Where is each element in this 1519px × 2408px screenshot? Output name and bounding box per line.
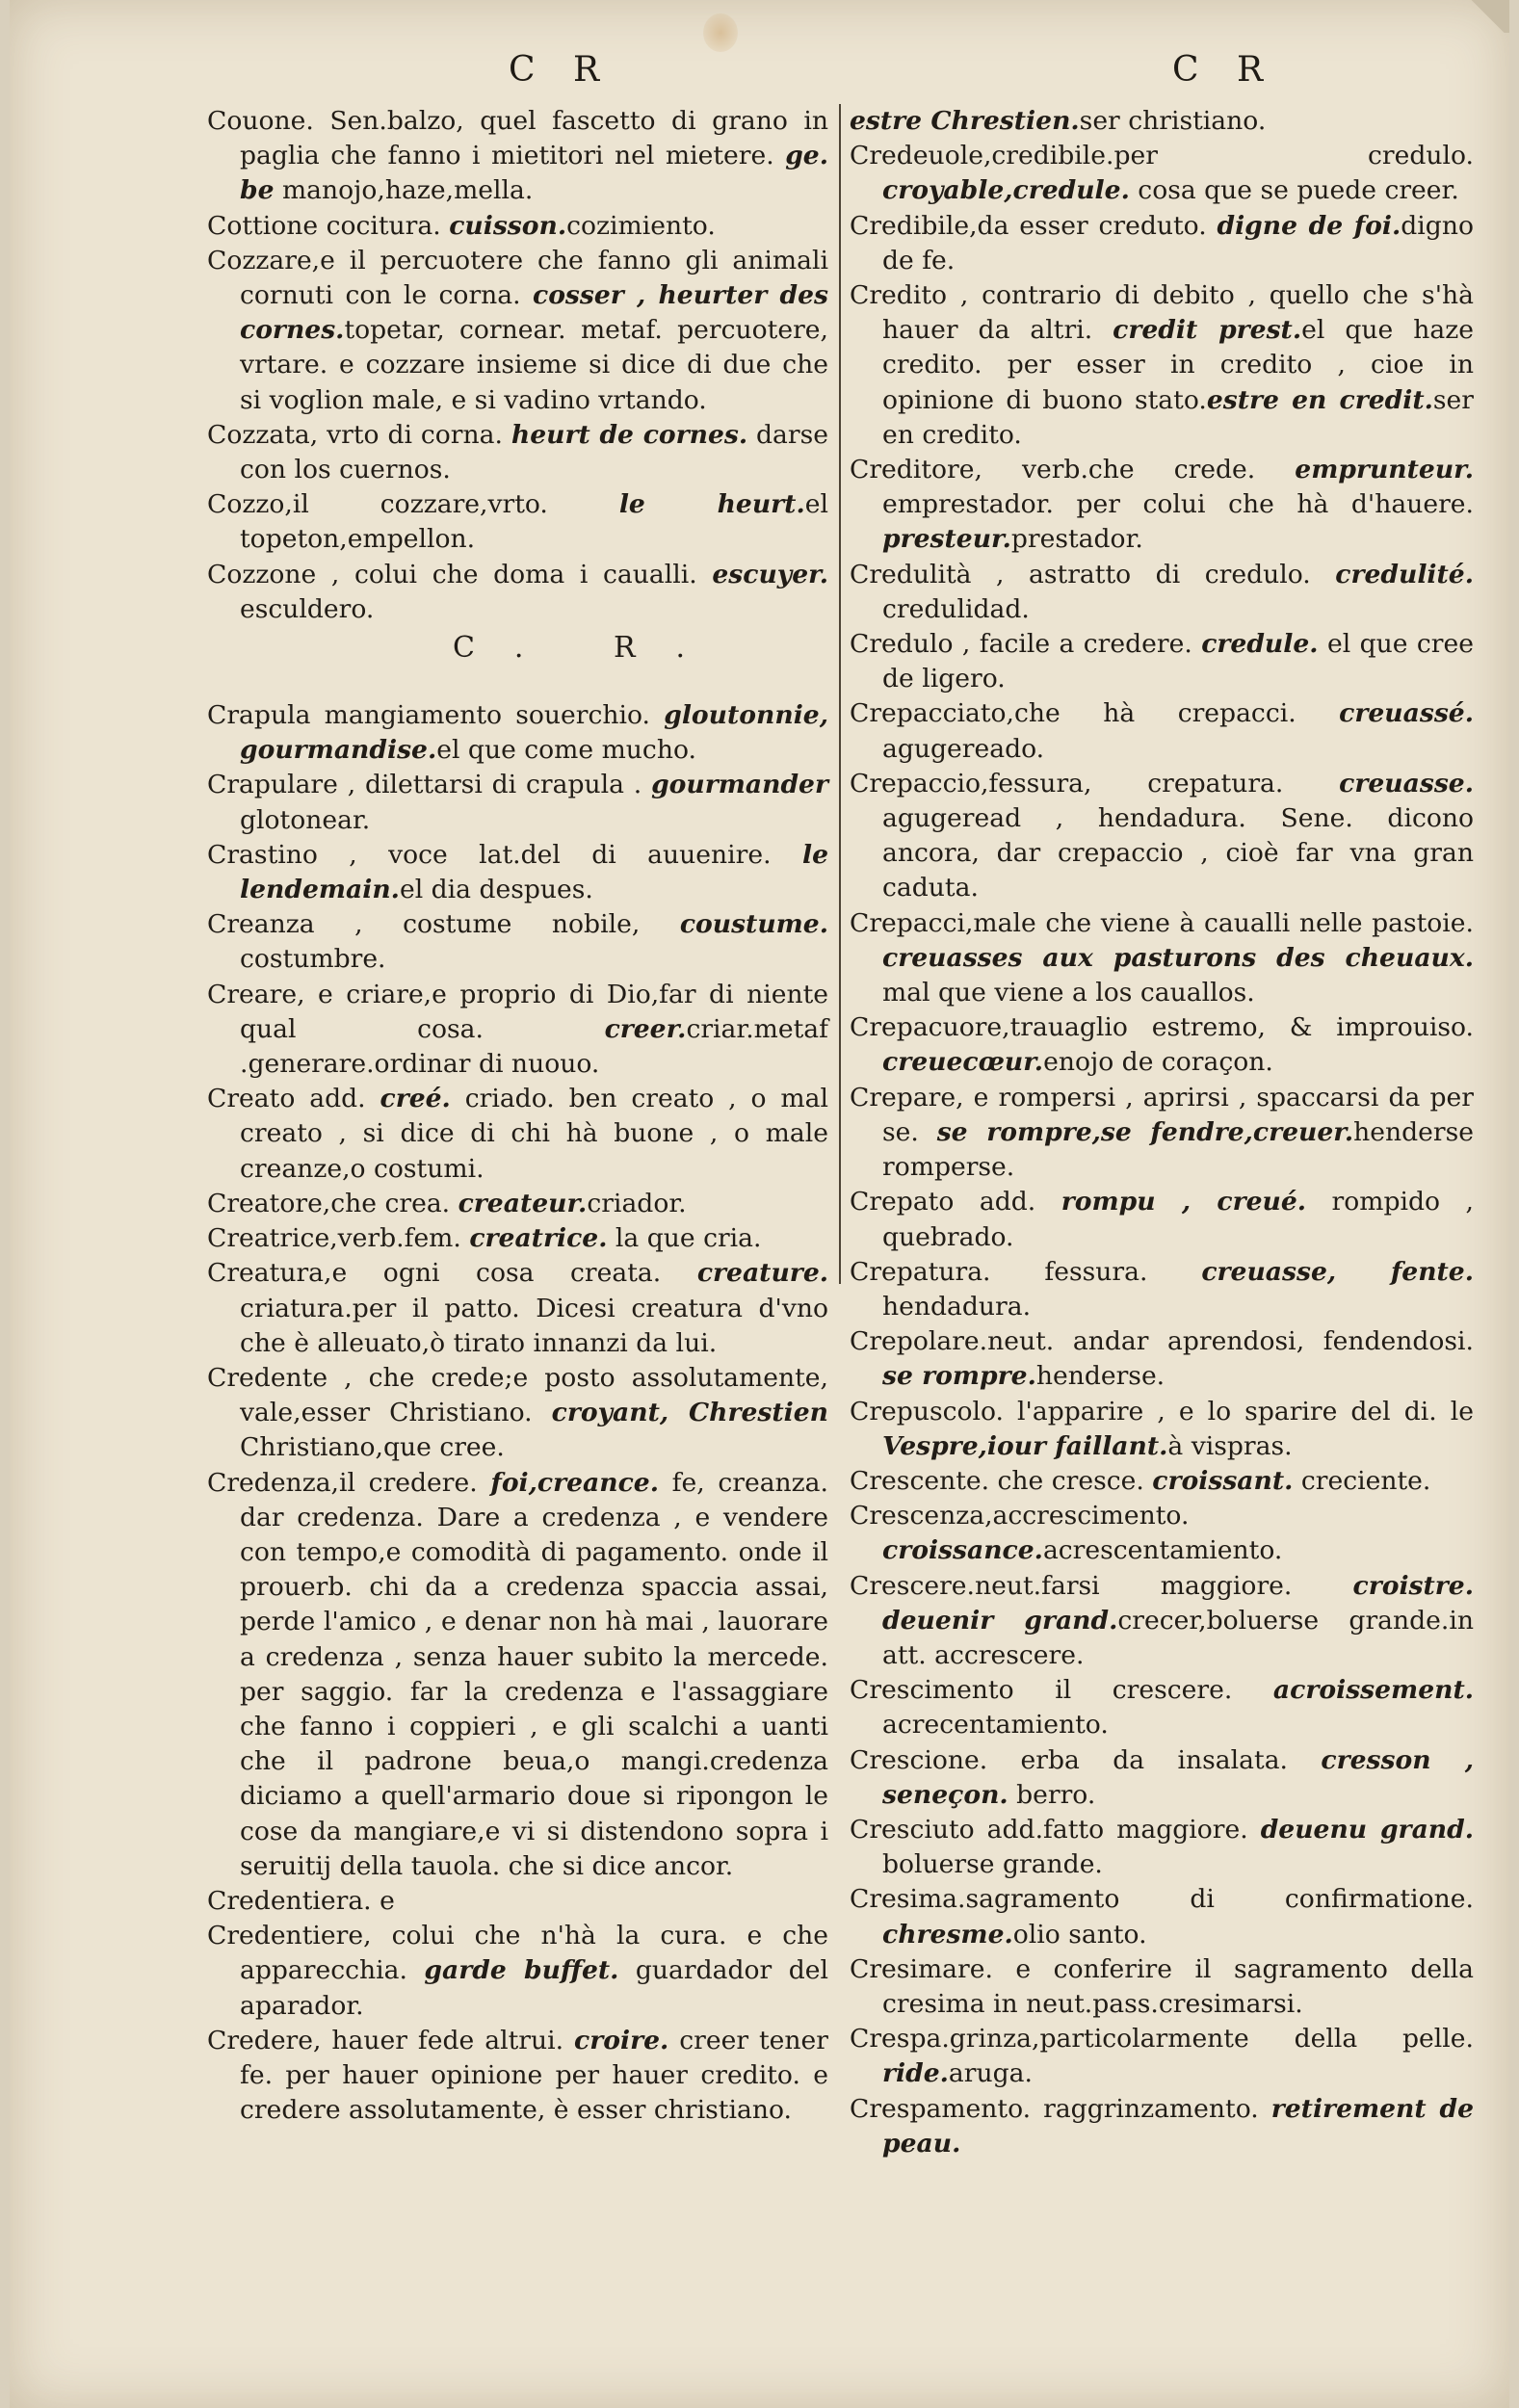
section-subheading: C. R. (453, 631, 726, 666)
dict-entry: Credente , che crede;e posto assolutamente, vale,esser Christiano. croyant, Chrestien Christiano,que cree. (207, 1362, 828, 1463)
dict-entry: Cozzare,e il percuotere che fanno gli animali cornuti con le corna. cosser , heurter des cornes.topetar, cornear. metaf. percuotere, vrtare. e cozzare insieme si dice di due che si voglion male, e si vadino vrtando. (207, 245, 828, 415)
dict-entry: Crepacuore,trauaglio estremo, & improuiso. creuecœur.enojo de coraçon. (850, 1012, 1474, 1078)
running-head-left: C R (509, 50, 614, 90)
dict-entry: Creare, e criare,e proprio di Dio,far di niente qual cosa. creer.criar.metaf .generare.ordinar di nuouo. (207, 979, 828, 1080)
dict-entry: Crespa.grinza,particolarmente della pelle. ride.aruga. (850, 2024, 1474, 2089)
dictionary-page (10, 0, 1509, 2408)
dict-entry: Cresimare. e conferire il sagramento della cresima in neut.pass.cresimarsi. (850, 1953, 1474, 2019)
dict-entry: Cresima.sagramento di confirmatione. chresme.olio santo. (850, 1884, 1474, 1950)
column-rule (839, 104, 841, 1284)
dict-entry: Credeuole,credibile.per credulo. croyable,credule. cosa que se puede creer. (850, 141, 1474, 206)
dict-entry: Credulità , astratto di credulo. credulité. credulidad. (850, 559, 1474, 624)
dict-entry: Cozzata, vrto di corna. heurt de cornes. darse con los cuernos. (207, 419, 829, 485)
page-corner-curl (1467, 0, 1509, 33)
running-head-right: C R (1172, 50, 1277, 90)
dict-entry: Creatrice,verb.fem. creatrice. la que cria. (207, 1223, 762, 1254)
dict-entry: Crescione. erba da insalata. cresson , seneçon. berro. (850, 1744, 1474, 1810)
dict-entry: Crescenza,accrescimento. croissance.acrescentamiento. (850, 1501, 1283, 1566)
dict-entry: Crepato add. rompu , creué. rompido , quebrado. (850, 1187, 1474, 1252)
dict-entry: Creanza , costume nobile, coustume. costumbre. (207, 909, 828, 975)
dict-entry: Crepaccio,fessura, crepatura. creuasse. agugeread , hendadura. Sene. dicono ancora, dar crepaccio , cioè far vna gran caduta. (850, 768, 1474, 903)
dict-entry: Crapula mangiamento souerchio. gloutonnie, gourmandise.el que come mucho. (207, 700, 828, 766)
dict-entry: estre Chrestien.ser christiano. (850, 106, 1267, 136)
dict-entry: Cottione cocitura. cuisson.cozimiento. (207, 210, 716, 241)
dict-entry: Credere, hauer fede altrui. croire. creer tener fe. per hauer opinione per hauer credito. e credere assolutamente, è esser christiano. (207, 2025, 828, 2126)
dict-entry: Crepare, e rompersi , aprirsi , spaccarsi da per se. se rompre,se fendre,creuer.henderse romperse. (850, 1082, 1474, 1183)
dict-entry: Credenza,il credere. foi,creance. fe, creanza. dar credenza. Dare a credenza , e vendere con tempo,e comodità di pagamento. onde il prouerb. chi da a credenza spaccia assai, perde l'amico , e denar non hà mai , lauorare a credenza , senza hauer subito la mercede. per saggio. far la credenza e l'assaggiare che fanno i coppieri , e gli scalchi a uanti che il padrone beua,o mangi.credenza diciamo a quell'armario doue si ripongon le cose da mangiare,e vi si distendono sopra i seruitij della tauola. che si dice ancor. (207, 1467, 828, 1881)
dict-entry: Crepatura. fessura. creuasse, fente. hendadura. (850, 1256, 1474, 1322)
dict-entry: Credentiere, colui che n'hà la cura. e che apparecchia. garde buffet. guardador del aparador. (207, 1921, 828, 2021)
dict-entry: Crescimento il crescere. acroissement. acrecentamiento. (850, 1675, 1474, 1741)
dict-entry: Creditore, verb.che crede. emprunteur. emprestador. per colui che hà d'hauere. presteur.prestador. (850, 455, 1474, 555)
dict-entry: Crepuscolo. l'apparire , e lo sparire del di. le Vespre,iour faillant.à vispras. (850, 1396, 1474, 1461)
dict-entry: Couone. Sen.balzo, quel fascetto di grano in paglia che fanno i mietitori nel mietere. ge. be manojo,haze,mella. (207, 106, 828, 206)
dict-entry: Creato add. creé. criado. ben creato , o mal creato , si dice di chi hà buone , o male creanze,o costumi. (207, 1084, 828, 1184)
dict-entry: Crepacciato,che hà crepacci. creuassé. agugereado. (850, 698, 1474, 764)
dict-entry: Crespamento. raggrinzamento. retirement de peau. (850, 2093, 1474, 2159)
dict-entry: Credito , contrario di debito , quello che s'hà hauer da altri. credit prest.el que haze credito. per esser in credito , cioe in opinione di buono stato.estre en credit.ser en credito. (850, 280, 1474, 450)
dict-entry: Crepacci,male che viene à caualli nelle pastoie. creuasses aux pasturons des cheuaux. mal que viene a los cauallos. (850, 907, 1474, 1008)
dict-entry: Crapulare , dilettarsi di crapula . gourmander glotonear. (207, 770, 828, 835)
dict-entry: Credibile,da esser creduto. digne de foi.digno de fe. (850, 210, 1474, 275)
dict-entry: Crepolare.neut. andar aprendosi, fendendosi. se rompre.henderse. (850, 1326, 1474, 1392)
left-column (207, 104, 828, 2128)
dict-entry: Cresciuto add.fatto maggiore. deuenu grand. boluerse grande. (850, 1814, 1474, 1880)
dict-entry: Credulo , facile a credere. credule. el que cree de ligero. (850, 629, 1474, 694)
dict-entry: Crastino , voce lat.del di auuenire. le lendemain.el dia despues. (207, 839, 828, 905)
right-column (850, 104, 1474, 2161)
dict-entry: Crescente. che cresce. croissant. creciente. (850, 1465, 1431, 1496)
dict-entry: Cozzo,il cozzare,vrto. le heurt.el topeton,empellon. (207, 489, 828, 555)
dict-entry: Crescere.neut.farsi maggiore. croistre. deuenir grand.crecer,boluerse grande.in att. accrescere. (850, 1570, 1474, 1670)
dict-entry: Cozzone , colui che doma i caualli. escuyer. esculdero. (207, 559, 828, 624)
ink-stain (703, 13, 738, 52)
dict-entry: Creatura,e ogni cosa creata. creature. criatura.per il patto. Dicesi creatura d'vno che è alleuato,ò tirato innanzi da lui. (207, 1258, 828, 1358)
dict-entry: Creatore,che crea. createur.criador. (207, 1188, 687, 1218)
dict-entry: Credentiera. e (207, 1885, 395, 1916)
